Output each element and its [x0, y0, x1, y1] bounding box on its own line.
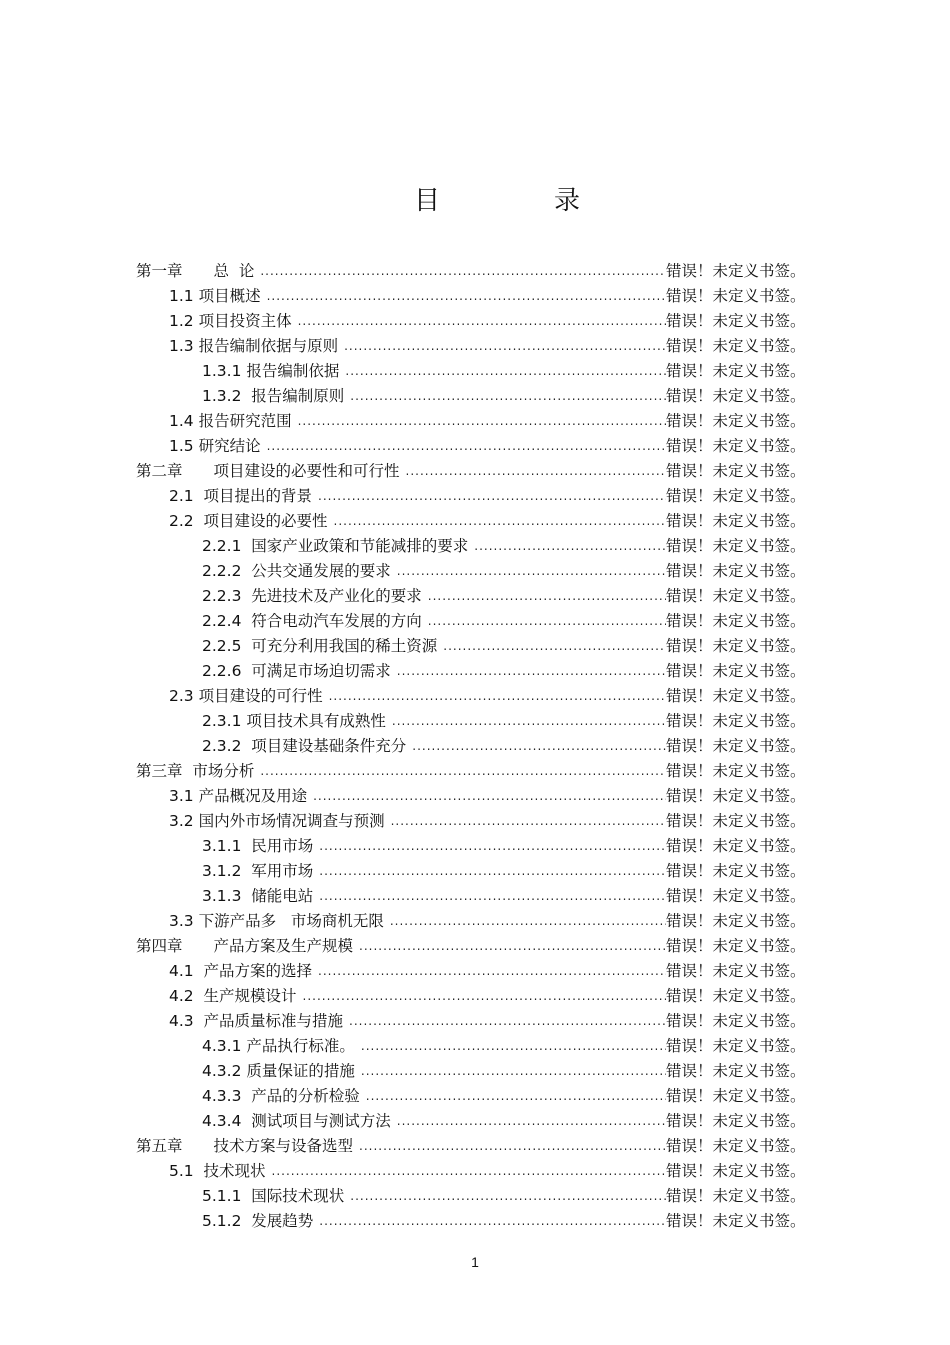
toc-entry-label: 第一章 总 论: [136, 262, 255, 280]
toc-entry[interactable]: [0, 255, 950, 280]
toc-entry-label: 4.3.3 产品的分析检验: [202, 1087, 360, 1105]
toc-entry-page-ref: 错误！未定义书签。: [666, 612, 806, 630]
toc-entry[interactable]: [0, 280, 950, 305]
dot-leader: [359, 1137, 666, 1155]
toc-entry-label: 第四章 产品方案及生产规模: [136, 937, 354, 955]
toc-entry-label: 4.3.1 产品执行标准。: [202, 1037, 355, 1055]
toc-entry[interactable]: [0, 1030, 950, 1055]
toc-entry-label: 4.2 生产规模设计: [169, 987, 297, 1005]
toc-entry-label: 2.2.5 可充分利用我国的稀土资源: [202, 637, 438, 655]
toc-entry-label: 第三章 市场分析: [136, 762, 255, 780]
dot-leader: [313, 787, 666, 805]
toc-entry-page-ref: 错误！未定义书签。: [666, 1137, 806, 1155]
dot-leader: [474, 537, 666, 555]
toc-entry[interactable]: [0, 530, 950, 555]
toc-entry-page-ref: 错误！未定义书签。: [666, 1062, 806, 1080]
toc-entry-label: 4.1 产品方案的选择: [169, 962, 313, 980]
dot-leader: [329, 687, 666, 705]
toc-entry-page-ref: 错误！未定义书签。: [666, 762, 806, 780]
toc-entry-page-ref: 错误！未定义书签。: [666, 312, 806, 330]
toc-entry[interactable]: [0, 1080, 950, 1105]
toc-entry[interactable]: [0, 930, 950, 955]
toc-entry-label: 4.3.2 质量保证的措施: [202, 1062, 355, 1080]
toc-entry-page-ref: 错误！未定义书签。: [666, 812, 806, 830]
toc-entry-page-ref: 错误！未定义书签。: [666, 637, 806, 655]
toc-entry-page-ref: 错误！未定义书签。: [666, 262, 806, 280]
toc-entry-page-ref: 错误！未定义书签。: [666, 1087, 806, 1105]
dot-leader: [397, 562, 666, 580]
dot-leader: [303, 987, 666, 1005]
dot-leader: [392, 712, 666, 730]
toc-entry-page-ref: 错误！未定义书签。: [666, 687, 806, 705]
toc-entry[interactable]: [0, 330, 950, 355]
toc-entry-page-ref: 错误！未定义书签。: [666, 362, 806, 380]
dot-leader: [349, 1012, 666, 1030]
toc-entry-page-ref: 错误！未定义书签。: [666, 587, 806, 605]
dot-leader: [350, 387, 666, 405]
toc-entry-page-ref: 错误！未定义书签。: [666, 862, 806, 880]
toc-entry-label: 2.3.2 项目建设基础条件充分: [202, 737, 407, 755]
toc-entry-label: 5.1.1 国际技术现状: [202, 1187, 345, 1205]
toc-entry[interactable]: [0, 1130, 950, 1155]
toc-entry[interactable]: [0, 705, 950, 730]
toc-entry-label: 2.2.1 国家产业政策和节能减排的要求: [202, 537, 469, 555]
dot-leader: [390, 912, 666, 930]
dot-leader: [428, 587, 666, 605]
dot-leader: [397, 662, 666, 680]
dot-leader: [350, 1187, 666, 1205]
toc-entry-page-ref: 错误！未定义书签。: [666, 1162, 806, 1180]
toc-entry[interactable]: [0, 655, 950, 680]
toc-entry-label: 1.3.2 报告编制原则: [202, 387, 345, 405]
dot-leader: [412, 737, 666, 755]
toc-entry-label: 3.1.3 储能电站: [202, 887, 314, 905]
toc-entry[interactable]: [0, 905, 950, 930]
toc-entry-page-ref: 错误！未定义书签。: [666, 1112, 806, 1130]
dot-leader: [428, 612, 666, 630]
toc-entry-label: 2.2.6 可满足市场迫切需求: [202, 662, 391, 680]
toc-entry-label: 3.1 产品概况及用途: [169, 787, 308, 805]
toc-entry[interactable]: [0, 455, 950, 480]
toc-entry-page-ref: 错误！未定义书签。: [666, 987, 806, 1005]
toc-entry-label: 3.3 下游产品多 市场商机无限: [169, 912, 384, 930]
dot-leader: [272, 1162, 666, 1180]
toc-entry[interactable]: [0, 505, 950, 530]
toc-entry[interactable]: [0, 780, 950, 805]
toc-entry-page-ref: 错误！未定义书签。: [666, 562, 806, 580]
dot-leader: [319, 837, 666, 855]
toc-entry-page-ref: 错误！未定义书签。: [666, 1187, 806, 1205]
toc-entry[interactable]: [0, 305, 950, 330]
toc-entry-label: 2.3 项目建设的可行性: [169, 687, 323, 705]
toc-entry[interactable]: [0, 980, 950, 1005]
toc-entry-page-ref: 错误！未定义书签。: [666, 912, 806, 930]
toc-entry[interactable]: [0, 480, 950, 505]
toc-entry[interactable]: [0, 1005, 950, 1030]
toc-entry-label: 1.3.1 报告编制依据: [202, 362, 340, 380]
toc-entry[interactable]: [0, 855, 950, 880]
toc-entry-page-ref: 错误！未定义书签。: [666, 787, 806, 805]
toc-entry-page-ref: 错误！未定义书签。: [666, 462, 806, 480]
table-of-contents: [0, 255, 950, 1230]
toc-entry[interactable]: [0, 355, 950, 380]
dot-leader: [334, 512, 666, 530]
toc-entry-page-ref: 错误！未定义书签。: [666, 487, 806, 505]
dot-leader: [267, 287, 666, 305]
toc-entry-page-ref: 错误！未定义书签。: [666, 962, 806, 980]
toc-entry-label: 第二章 项目建设的必要性和可行性: [136, 462, 400, 480]
toc-entry[interactable]: [0, 605, 950, 630]
toc-entry-label: 1.4 报告研究范围: [169, 412, 292, 430]
toc-entry-page-ref: 错误！未定义书签。: [666, 337, 806, 355]
toc-entry-label: 4.3 产品质量标准与措施: [169, 1012, 344, 1030]
toc-entry-label: 2.2.2 公共交通发展的要求: [202, 562, 391, 580]
toc-entry-label: 2.2.3 先进技术及产业化的要求: [202, 587, 422, 605]
dot-leader: [361, 1062, 666, 1080]
toc-title: 目 录: [413, 186, 624, 216]
toc-entry[interactable]: [0, 755, 950, 780]
toc-entry-label: 2.2.4 符合电动汽车发展的方向: [202, 612, 422, 630]
dot-leader: [443, 637, 666, 655]
dot-leader: [260, 762, 666, 780]
toc-entry-page-ref: 错误！未定义书签。: [666, 837, 806, 855]
toc-entry[interactable]: [0, 630, 950, 655]
dot-leader: [359, 937, 666, 955]
toc-entry[interactable]: [0, 430, 950, 455]
toc-entry[interactable]: [0, 1180, 950, 1205]
toc-entry[interactable]: [0, 1055, 950, 1080]
toc-entry-page-ref: 错误！未定义书签。: [666, 537, 806, 555]
toc-entry-label: 4.3.4 测试项目与测试方法: [202, 1112, 391, 1130]
toc-entry-label: 2.2 项目建设的必要性: [169, 512, 328, 530]
toc-entry-label: 1.2 项目投资主体: [169, 312, 292, 330]
toc-entry-label: 2.1 项目提出的背景: [169, 487, 313, 505]
toc-entry[interactable]: [0, 580, 950, 605]
toc-entry-page-ref: 错误！未定义书签。: [666, 737, 806, 755]
toc-entry-page-ref: 错误！未定义书签。: [666, 712, 806, 730]
toc-entry[interactable]: [0, 405, 950, 430]
dot-leader: [267, 437, 666, 455]
toc-entry-label: 第五章 技术方案与设备选型: [136, 1137, 354, 1155]
toc-entry-page-ref: 错误！未定义书签。: [666, 387, 806, 405]
dot-leader: [391, 812, 666, 830]
dot-leader: [366, 1087, 666, 1105]
toc-entry[interactable]: [0, 1105, 950, 1130]
dot-leader: [406, 462, 666, 480]
toc-entry-page-ref: 错误！未定义书签。: [666, 512, 806, 530]
dot-leader: [361, 1037, 666, 1055]
toc-entry-page-ref: 错误！未定义书签。: [666, 437, 806, 455]
toc-entry[interactable]: [0, 380, 950, 405]
toc-entry-page-ref: 错误！未定义书签。: [666, 1037, 806, 1055]
dot-leader: [298, 312, 666, 330]
toc-entry-page-ref: 错误！未定义书签。: [666, 937, 806, 955]
dot-leader: [260, 262, 666, 280]
dot-leader: [345, 362, 666, 380]
toc-entry-page-ref: 错误！未定义书签。: [666, 662, 806, 680]
toc-entry[interactable]: [0, 805, 950, 830]
toc-entry-page-ref: 错误！未定义书签。: [666, 1212, 806, 1230]
toc-entry-label: 1.1 项目概述: [169, 287, 261, 305]
toc-entry-label: 5.1 技术现状: [169, 1162, 266, 1180]
toc-entry[interactable]: [0, 1155, 950, 1180]
toc-entry[interactable]: [0, 730, 950, 755]
toc-entry[interactable]: [0, 830, 950, 855]
toc-entry-label: 3.2 国内外市场情况调查与预测: [169, 812, 385, 830]
toc-entry-label: 2.3.1 项目技术具有成熟性: [202, 712, 386, 730]
dot-leader: [318, 487, 666, 505]
toc-entry-page-ref: 错误！未定义书签。: [666, 287, 806, 305]
toc-entry-label: 3.1.1 民用市场: [202, 837, 314, 855]
toc-entry-page-ref: 错误！未定义书签。: [666, 1012, 806, 1030]
dot-leader: [344, 337, 666, 355]
dot-leader: [319, 1212, 666, 1230]
dot-leader: [319, 887, 666, 905]
toc-entry[interactable]: [0, 880, 950, 905]
dot-leader: [319, 862, 666, 880]
toc-entry[interactable]: [0, 1205, 950, 1230]
dot-leader: [318, 962, 666, 980]
dot-leader: [298, 412, 666, 430]
toc-entry-label: 3.1.2 军用市场: [202, 862, 314, 880]
toc-entry[interactable]: [0, 955, 950, 980]
toc-entry-label: 1.5 研究结论: [169, 437, 261, 455]
toc-entry-label: 5.1.2 发展趋势: [202, 1212, 314, 1230]
toc-entry-page-ref: 错误！未定义书签。: [666, 887, 806, 905]
page-number: 1: [471, 1254, 479, 1270]
toc-entry[interactable]: [0, 680, 950, 705]
toc-entry-page-ref: 错误！未定义书签。: [666, 412, 806, 430]
dot-leader: [397, 1112, 666, 1130]
toc-entry-label: 1.3 报告编制依据与原则: [169, 337, 339, 355]
toc-entry[interactable]: [0, 555, 950, 580]
